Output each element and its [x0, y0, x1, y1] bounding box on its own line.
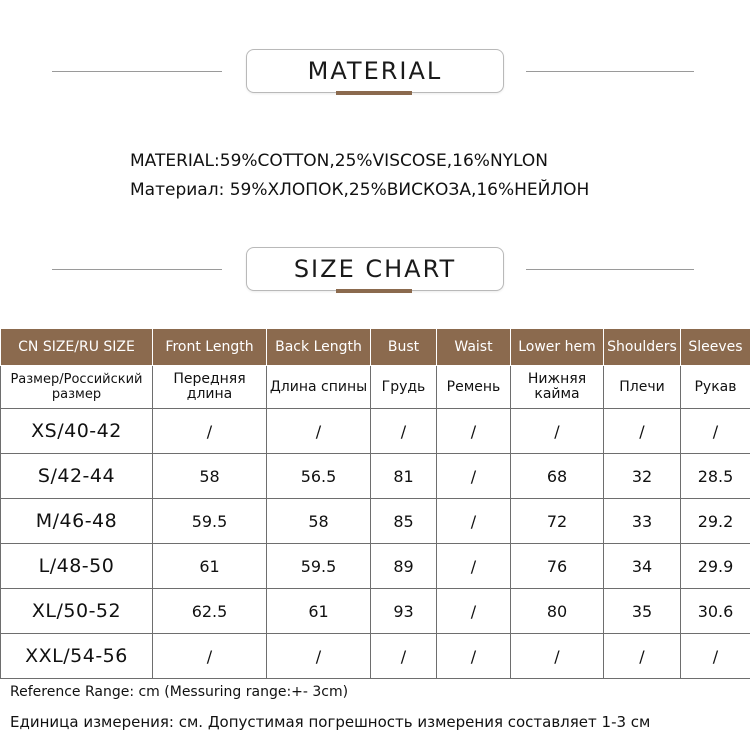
table-cell: 29.2: [681, 499, 750, 544]
material-composition-ru: Материал: 59%ХЛОПОК,25%ВИСКОЗА,16%НЕЙЛОН: [130, 180, 590, 200]
table-cell: 58: [267, 499, 371, 544]
column-header-bust: Bust: [371, 329, 437, 366]
title-accent-bar: [336, 91, 412, 95]
divider-line-right: [526, 71, 694, 72]
table-row: [1, 544, 750, 589]
table-cell: 59.5: [153, 499, 267, 544]
column-header-front-length: Front Length: [153, 329, 267, 366]
table-cell: 62.5: [153, 589, 267, 634]
table-cell: 93: [371, 589, 437, 634]
reference-range-note-ru: Единица измерения: см. Допустимая погрешность измерения составляет 1-3 см: [10, 713, 651, 731]
table-cell: /: [437, 634, 511, 679]
table-cell: 89: [371, 544, 437, 589]
material-composition-en: MATERIAL:59%COTTON,25%VISCOSE,16%NYLON: [130, 151, 549, 171]
column-header-shoulders-ru: Плечи: [604, 366, 681, 409]
table-cell: /: [604, 634, 681, 679]
table-cell: /: [371, 409, 437, 454]
column-header-sleeves-ru: Рукав: [681, 366, 750, 409]
table-cell: /: [267, 409, 371, 454]
size-cell: XL/50-52: [1, 589, 153, 634]
table-cell: 85: [371, 499, 437, 544]
table-cell: 58: [153, 454, 267, 499]
table-row: [1, 499, 750, 544]
table-cell: 80: [511, 589, 604, 634]
column-header-lower-hem: Lower hem: [511, 329, 604, 366]
size-cell: S/42-44: [1, 454, 153, 499]
table-row: [1, 409, 750, 454]
material-title: MATERIAL: [246, 49, 504, 93]
table-cell: 61: [267, 589, 371, 634]
table-cell: /: [153, 409, 267, 454]
column-header-front-length-ru: Передняя длина: [153, 366, 267, 409]
table-cell: 35: [604, 589, 681, 634]
table-cell: 76: [511, 544, 604, 589]
table-cell: 33: [604, 499, 681, 544]
table-cell: /: [437, 499, 511, 544]
table-cell: /: [511, 409, 604, 454]
title-accent-bar: [336, 289, 412, 293]
column-header-back-length: Back Length: [267, 329, 371, 366]
header-row-english: [1, 329, 750, 366]
table-cell: 28.5: [681, 454, 750, 499]
column-header-shoulders: Shoulders: [604, 329, 681, 366]
table-cell: /: [153, 634, 267, 679]
table-cell: 34: [604, 544, 681, 589]
divider-line-left: [52, 269, 222, 270]
material-section-header: [0, 49, 750, 97]
column-header-back-length-ru: Длина спины: [267, 366, 371, 409]
table-cell: /: [437, 589, 511, 634]
column-header-size-ru: Размер/Российский размер: [1, 366, 153, 409]
table-cell: 72: [511, 499, 604, 544]
divider-line-left: [52, 71, 222, 72]
table-cell: /: [604, 409, 681, 454]
size-chart-section-header: [0, 247, 750, 295]
size-chart-table: [0, 328, 750, 679]
table-cell: 29.9: [681, 544, 750, 589]
table-cell: /: [437, 454, 511, 499]
column-header-waist-ru: Ремень: [437, 366, 511, 409]
table-cell: /: [511, 634, 604, 679]
column-header-sleeves: Sleeves: [681, 329, 750, 366]
table-row: [1, 634, 750, 679]
table-cell: 59.5: [267, 544, 371, 589]
table-cell: 30.6: [681, 589, 750, 634]
table-cell: 32: [604, 454, 681, 499]
size-cell: L/48-50: [1, 544, 153, 589]
table-cell: /: [681, 634, 750, 679]
column-header-size: CN SIZE/RU SIZE: [1, 329, 153, 366]
size-chart-title: SIZE CHART: [246, 247, 504, 291]
table-cell: /: [371, 634, 437, 679]
size-cell: XS/40-42: [1, 409, 153, 454]
column-header-bust-ru: Грудь: [371, 366, 437, 409]
divider-line-right: [526, 269, 694, 270]
table-cell: 61: [153, 544, 267, 589]
column-header-waist: Waist: [437, 329, 511, 366]
table-cell: 68: [511, 454, 604, 499]
table-cell: /: [437, 409, 511, 454]
size-cell: XXL/54-56: [1, 634, 153, 679]
table-cell: /: [437, 544, 511, 589]
table-row: [1, 589, 750, 634]
header-row-russian: [1, 366, 750, 409]
table-cell: 81: [371, 454, 437, 499]
table-cell: /: [267, 634, 371, 679]
column-header-lower-hem-ru: Нижняя кайма: [511, 366, 604, 409]
table-cell: /: [681, 409, 750, 454]
table-cell: 56.5: [267, 454, 371, 499]
table-row: [1, 454, 750, 499]
size-cell: M/46-48: [1, 499, 153, 544]
reference-range-note-en: Reference Range: cm (Messuring range:+- 3cm): [10, 684, 349, 700]
